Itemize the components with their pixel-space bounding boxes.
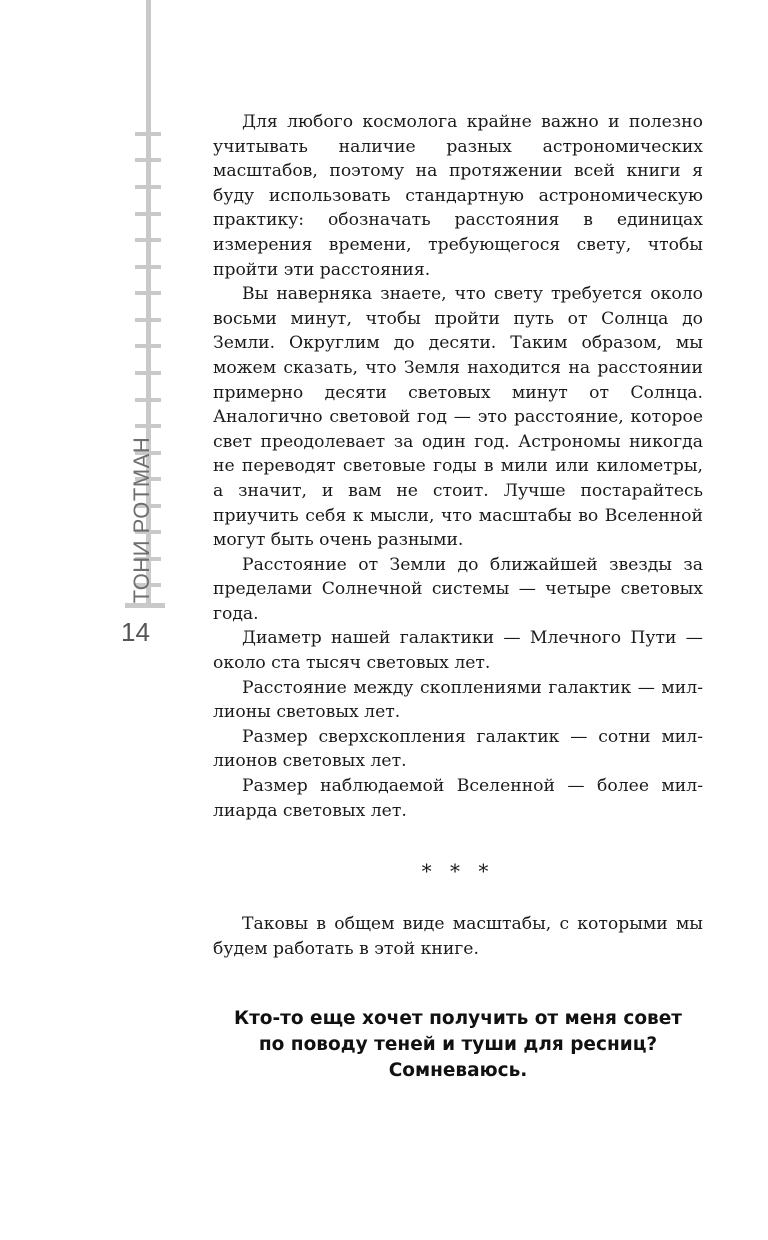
paragraph: Расстояние от Земли до ближайшей звезды за пределами Солнечной системы — четыре световых года. bbox=[213, 554, 703, 624]
margin-tick bbox=[135, 265, 161, 269]
margin-tick bbox=[135, 424, 161, 428]
paragraph: Размер наблюдаемой Вселенной — более миллиарда световых лет. bbox=[213, 776, 703, 821]
margin-tick bbox=[135, 238, 161, 242]
closing-text bbox=[213, 912, 703, 961]
margin-rule-base bbox=[125, 603, 165, 608]
body-text bbox=[213, 110, 703, 823]
callout-quote bbox=[200, 1006, 716, 1084]
paragraph: Таковы в общем виде масштабы, с которыми мы будем работать в этой книге. bbox=[213, 914, 703, 959]
margin-tick bbox=[135, 212, 161, 216]
paragraph: Расстояние между скоплениями галактик — миллионы световых лет. bbox=[213, 677, 703, 723]
paragraph: Вы наверняка знаете, что свету требуется около восьми минут, чтобы пройти путь от Солнца до Земли. Округлим до десяти. Таким образом, мы можем сказать, что Земля находится на расстоянии примерно десяти световых минут от Солнца. Аналогично световой год — это расстояние, которое свет преодолевает за один год. Астрономы никогда не переводят световые годы в мили или километры, а значит, и вам не стоит. Лучше постарайтесь приучить себя к мысли, что масштабы во Вселенной могут быть очень разными. bbox=[213, 284, 703, 551]
callout-line: Сомневаюсь. bbox=[388, 1060, 528, 1081]
callout-line: Кто-то еще хочет получить от меня совет bbox=[233, 1008, 683, 1029]
paragraph: Размер сверхскопления галактик — сотни миллионов световых лет. bbox=[213, 726, 703, 772]
paragraph: Диаметр нашей галактики — Млечного Пути — около ста тысяч световых лет. bbox=[213, 628, 703, 674]
margin-tick bbox=[135, 291, 161, 295]
paragraph: Для любого космолога крайне важно и полезно учитывать наличие разных астрономических масштабов, поэтому на протяжении всей книги я буду использовать стандартную астрономическую практику: обозначать расстояния в единицах измерения времени, требующегося свету, чтобы пройти эти расстояния. bbox=[213, 112, 703, 280]
margin-tick bbox=[135, 398, 161, 402]
running-head-author-text: ТОНИ РОТМАН bbox=[129, 436, 154, 604]
margin-tick bbox=[135, 371, 161, 375]
margin-tick bbox=[135, 318, 161, 322]
page-number: 14 bbox=[121, 617, 150, 647]
margin-tick bbox=[135, 185, 161, 189]
margin-tick bbox=[135, 158, 161, 162]
section-separator: * * * bbox=[421, 859, 495, 883]
margin-tick bbox=[135, 132, 161, 136]
callout-line: по поводу теней и туши для ресниц? bbox=[258, 1034, 658, 1055]
margin-tick bbox=[135, 344, 161, 348]
